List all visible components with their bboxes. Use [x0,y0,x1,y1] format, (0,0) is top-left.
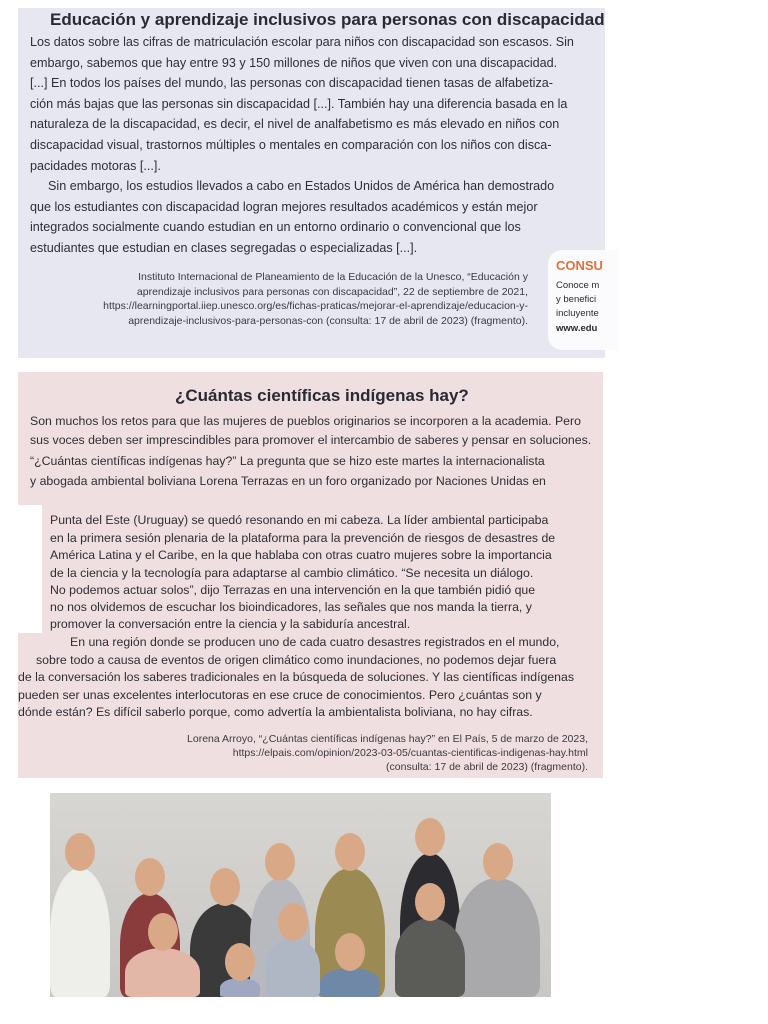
paragraph-line: Punta del Este (Uruguay) se quedó resonando en mi cabeza. La líder ambiental participaba [50,513,549,527]
paragraph-line: en la primera sesión plenaria de la plataforma para la prevención de riesgos de desastres de [50,531,556,545]
paragraph-line: [...] En todos los países del mundo, las personas con discapacidad tienen tasas de alfabetiza- [30,76,553,91]
person-head [148,913,178,951]
article1-title: Educación y aprendizaje inclusivos para personas con discapacidad [50,10,605,29]
source-citation-line: aprendizaje inclusivos para personas con discapacidad”, 22 de septiembre de 2021, [136,285,528,298]
sidebar-link[interactable]: www.edu [556,323,598,334]
source-citation-line: https://learningportal.iiep.unesco.org/es/fichas-praticas/mejorar-el-aprendizaje/educacion-y- [103,300,528,312]
paragraph-line: Los datos sobre las cifras de matriculación escolar para niños con discapacidad son escasos. Sin [30,35,574,49]
sidebar-line: Conoce m [556,280,600,291]
paragraph-line: naturaleza de la discapacidad, es decir, el nivel de analfabetismo es más elevado en niños con [30,117,560,132]
paragraph-line: embargo, sabemos que hay entre 93 y 150 millones de niños que viven con una discapacidad. [30,55,558,70]
paragraph-line: dónde están? Es difícil saberlo porque, como advertía la ambientalista boliviana, no hay cifras. [18,705,533,719]
text-wrap-notch [18,505,42,633]
person-head [483,843,513,881]
person [395,918,465,997]
paragraph-line: ción más bajas que las personas sin discapacidad [...]. También hay una diferencia basada en la [30,96,568,111]
person [125,948,200,997]
person-head [415,883,445,921]
paragraph-line: No podemos actuar solos”, dijo Terrazas en una intervención en la que también pidió que [50,583,536,597]
source-citation-line: https://elpais.com/opinion/2023-03-05/cuantas-cientificas-indigenas-hay.html [232,747,588,759]
person [265,938,320,997]
article2-title: ¿Cuántas científicas indígenas hay? [175,386,469,405]
paragraph-line: pacidades motoras [...]. [30,158,161,173]
group-photo-diverse-people [50,793,551,997]
paragraph-line: Sin embargo, los estudios llevados a cabo en Estados Unidos de América han demostrado [48,179,555,194]
paragraph-line: En una región donde se producen uno de cada cuatro desastres registrados en el mundo, [70,635,560,649]
paragraph-line: de la ciencia y la tecnología para adaptarse al cambio climático. “Se necesita un diálogo. [50,566,534,580]
paragraph-line: sobre todo a causa de eventos de origen climático como inundaciones, no podemos dejar fuera [36,653,557,667]
person-head [415,818,445,856]
person-head [335,933,365,971]
person-head [135,858,165,896]
paragraph-line: y abogada ambiental boliviana Lorena Terrazas en un foro organizado por Naciones Unidas en [30,474,546,488]
paragraph-line: pueden ser unas excelentes interlocutoras en ese cruce de conocimientos. Pero ¿cuántas son y [18,688,542,702]
paragraph-line: promover la conversación entre la ciencia y la sabiduría ancestral. [50,617,411,631]
paragraph-line: “¿Cuántas científicas indígenas hay?” La pregunta que se hizo este martes la internacionalista [30,454,545,468]
person-head [335,833,365,871]
paragraph-line: discapacidad visual, trastornos múltiples o mentales en comparación con los niños con disca- [30,138,552,152]
source-citation-line: Lorena Arroyo, “¿Cuántas científicas indígenas hay?” en El País, 5 de marzo de 2023, [187,733,588,745]
source-citation-line: Instituto Internacional de Planeamiento de la Educación de la Unesco, “Educación y [138,271,528,283]
paragraph-line: que los estudiantes con discapacidad logran mejores resultados académicos y están mejor [30,199,538,214]
sidebar-title: CONSU [556,258,603,273]
source-citation-line: (consulta: 17 de abril de 2023) (fragmento). [386,761,588,773]
person-head [210,868,240,906]
sidebar-line: incluyente [556,308,599,319]
paragraph-line: Son muchos los retos para que las mujeres de pueblos originarios se incorporen a la academia. Pero [30,414,581,428]
paragraph-line: América Latina y el Caribe, en la que hablaba con otras cuatro mujeres sobre la importancia [50,548,552,562]
person-head [265,843,295,881]
paragraph-line: estudiantes que estudian en clases segregadas o especializadas [...]. [30,241,418,255]
person-head [225,943,255,981]
person-head [278,903,308,941]
person [455,878,540,997]
paragraph-line: integrados socialmente cuando estudian en un entorno ordinario o convencional que los [30,220,521,235]
paragraph-line: no nos olvidemos de escuchar los bioindicadores, las señales que nos manda la tierra, y [50,600,532,614]
paragraph-line: de la conversación los saberes tradicionales en la búsqueda de soluciones. Y las científicas indígenas [18,670,574,684]
consult-sidebar [548,250,618,350]
sidebar-line: y benefici [556,294,597,305]
person [50,868,110,997]
paragraph-line: sus voces deben ser imprescindibles para promover el intercambio de saberes y pensar en soluciones. [30,433,592,447]
person [320,968,380,997]
person-head [65,833,95,871]
source-citation-line: aprendizaje-inclusivos-para-personas-con (consulta: 17 de abril de 2023) (fragmento). [128,314,528,327]
